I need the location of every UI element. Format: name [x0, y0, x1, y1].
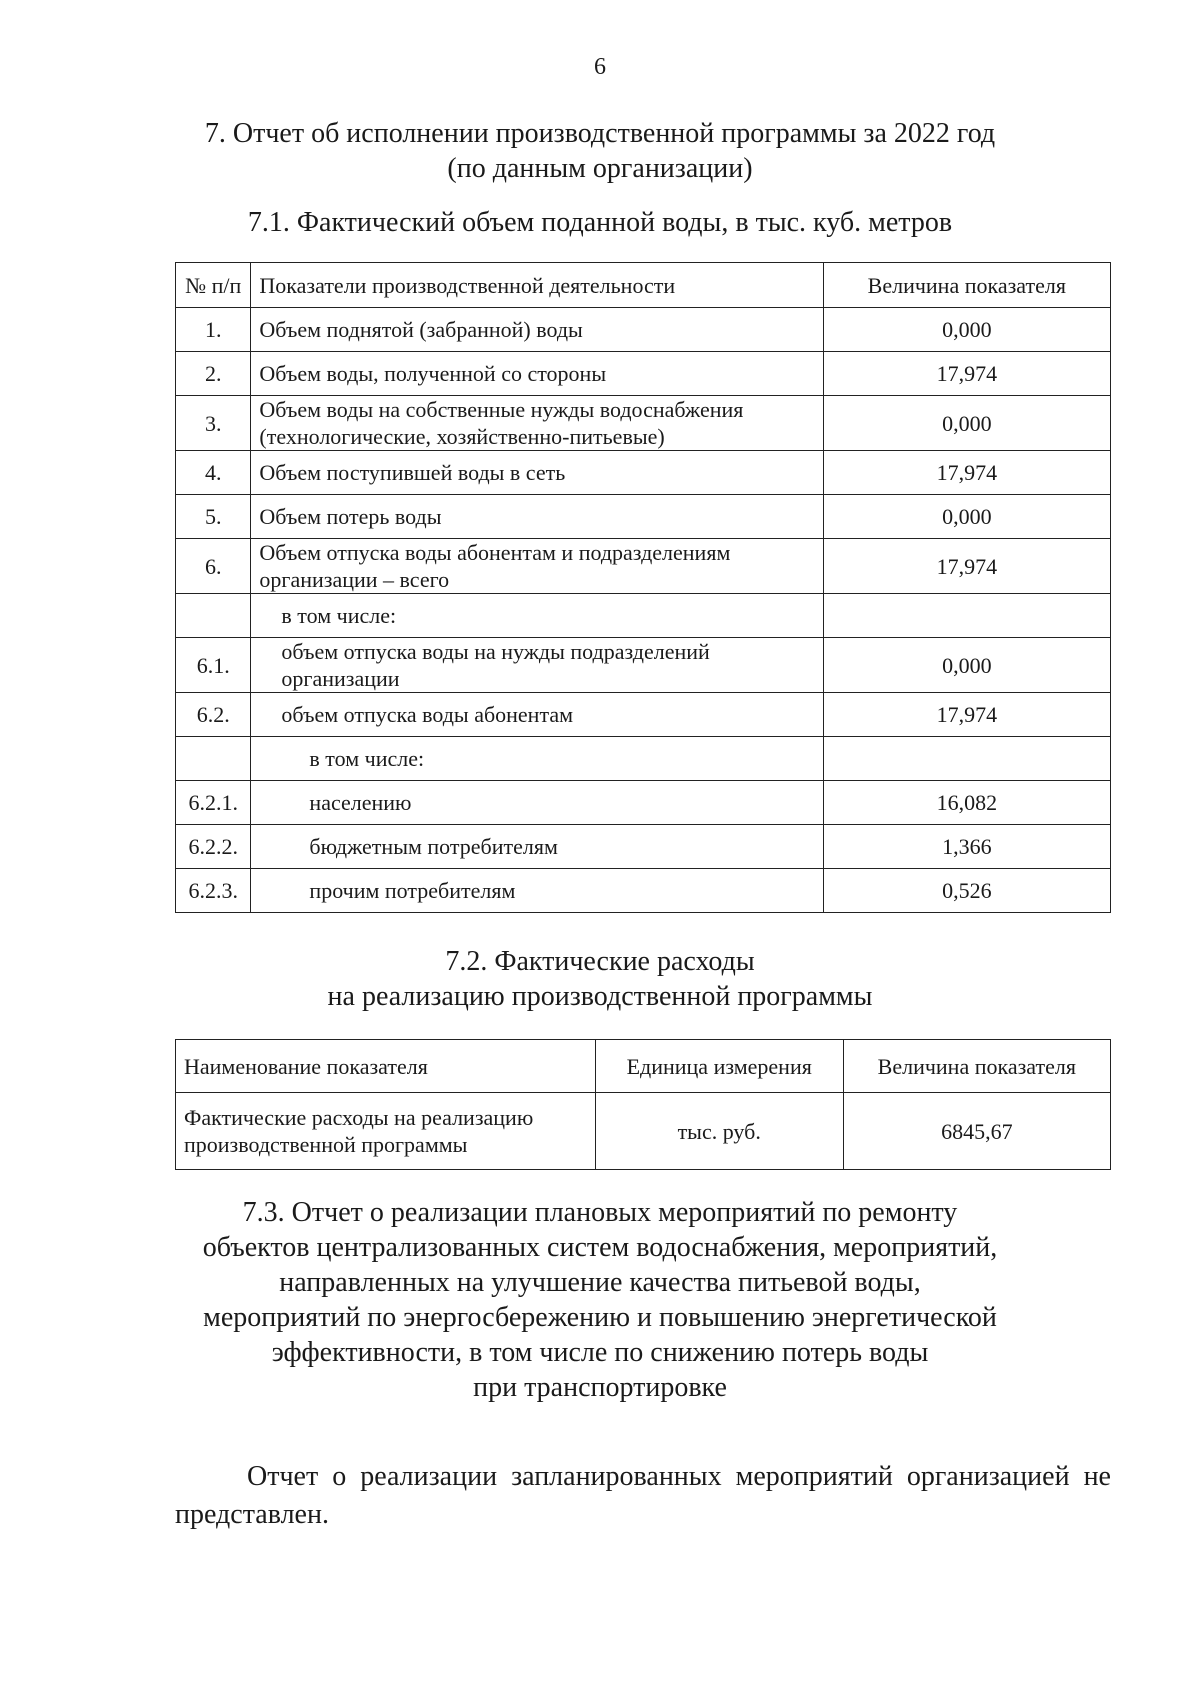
- table-row: [176, 781, 1111, 825]
- header-value: Величина показателя: [843, 1040, 1110, 1093]
- row-value: 0,000: [823, 495, 1110, 539]
- row-indicator: в том числе:: [251, 594, 823, 638]
- table-header-row: [176, 1040, 1111, 1093]
- row-number: [176, 737, 251, 781]
- table-row: [176, 308, 1111, 352]
- section-7-3-title-line: 7.3. Отчет о реализации плановых мероприятий по ремонту: [242, 1197, 958, 1228]
- row-value: 17,974: [823, 352, 1110, 396]
- table-row: [176, 495, 1111, 539]
- row-number: 6.2.2.: [176, 825, 251, 869]
- table-row: [176, 825, 1111, 869]
- row-indicator: Объем поступившей воды в сеть: [251, 451, 823, 495]
- row-number: 1.: [176, 308, 251, 352]
- table-row: [176, 352, 1111, 396]
- table-row: [176, 396, 1111, 451]
- row-indicator: объем отпуска воды абонентам: [251, 693, 823, 737]
- section-7-3-title-line: эффективности, в том числе по снижению потерь воды: [271, 1337, 929, 1368]
- section-7-2-title-line1: 7.2. Фактические расходы: [445, 946, 755, 977]
- section-7-title: [0, 116, 1200, 186]
- row-value: 0,526: [823, 869, 1110, 913]
- row-number: 3.: [176, 396, 251, 451]
- row-number: 6.1.: [176, 638, 251, 693]
- row-value: 17,974: [823, 539, 1110, 594]
- row-indicator: бюджетным потребителям: [251, 825, 823, 869]
- table-row: [176, 638, 1111, 693]
- row-indicator: Объем воды на собственные нужды водоснабжения (технологические, хозяйственно-питьевые): [251, 396, 823, 451]
- row-number: 5.: [176, 495, 251, 539]
- row-indicator: в том числе:: [251, 737, 823, 781]
- row-indicator: Объем отпуска воды абонентам и подразделениям организации – всего: [251, 539, 823, 594]
- row-indicator-name: Фактические расходы на реализацию производственной программы: [176, 1093, 596, 1170]
- header-indicator: Показатели производственной деятельности: [251, 263, 823, 308]
- section-7-3-title: [100, 1195, 1100, 1405]
- table-row: [176, 451, 1111, 495]
- section-7-1-title: 7.1. Фактический объем поданной воды, в тыс. куб. метров: [247, 207, 953, 238]
- row-value: 6845,67: [843, 1093, 1110, 1170]
- table-row: [176, 594, 1111, 638]
- row-number: 6.2.: [176, 693, 251, 737]
- section-7-3-title-line: объектов централизованных систем водоснабжения, мероприятий,: [202, 1232, 998, 1263]
- table-row: [176, 869, 1111, 913]
- water-volume-table: [175, 262, 1111, 913]
- page-number: 6: [594, 54, 606, 80]
- table-row: [176, 693, 1111, 737]
- row-number: 4.: [176, 451, 251, 495]
- row-indicator: населению: [251, 781, 823, 825]
- row-indicator: Объем поднятой (забранной) воды: [251, 308, 823, 352]
- row-value: [823, 594, 1110, 638]
- section-7-title-line2: (по данным организации): [447, 153, 753, 184]
- section-7-3-title-line: мероприятий по энергосбережению и повышению энергетической: [203, 1302, 997, 1333]
- row-value: 0,000: [823, 638, 1110, 693]
- table-header-row: [176, 263, 1111, 308]
- section-7-2-title: [0, 944, 1200, 1014]
- section-7-title-line1: 7. Отчет об исполнении производственной программы за 2022 год: [204, 118, 996, 149]
- section-7-3-title-line: при транспортировке: [473, 1372, 727, 1403]
- section-7-3-title-line: направленных на улучшение качества питьевой воды,: [279, 1267, 921, 1298]
- row-value: 0,000: [823, 396, 1110, 451]
- row-value: 17,974: [823, 693, 1110, 737]
- row-number: [176, 594, 251, 638]
- row-value: [823, 737, 1110, 781]
- row-indicator: прочим потребителям: [251, 869, 823, 913]
- row-indicator: Объем потерь воды: [251, 495, 823, 539]
- section-7-2-title-line2: на реализацию производственной программы: [327, 981, 873, 1012]
- table-row: [176, 539, 1111, 594]
- header-unit: Единица измерения: [595, 1040, 843, 1093]
- row-value: 17,974: [823, 451, 1110, 495]
- row-number: 6.2.1.: [176, 781, 251, 825]
- table-row: [176, 1093, 1111, 1170]
- row-number: 2.: [176, 352, 251, 396]
- row-value: 16,082: [823, 781, 1110, 825]
- row-unit: тыс. руб.: [595, 1093, 843, 1170]
- row-indicator: объем отпуска воды на нужды подразделений организации: [251, 638, 823, 693]
- row-indicator: Объем воды, полученной со стороны: [251, 352, 823, 396]
- expenses-table: [175, 1039, 1111, 1170]
- table-row: [176, 737, 1111, 781]
- header-value: Величина показателя: [823, 263, 1110, 308]
- header-number: № п/п: [176, 263, 251, 308]
- row-value: 1,366: [823, 825, 1110, 869]
- report-not-submitted-paragraph: Отчет о реализации запланированных мероприятий организацией не представлен.: [175, 1461, 1111, 1530]
- row-number: 6.2.3.: [176, 869, 251, 913]
- row-value: 0,000: [823, 308, 1110, 352]
- header-indicator-name: Наименование показателя: [176, 1040, 596, 1093]
- row-number: 6.: [176, 539, 251, 594]
